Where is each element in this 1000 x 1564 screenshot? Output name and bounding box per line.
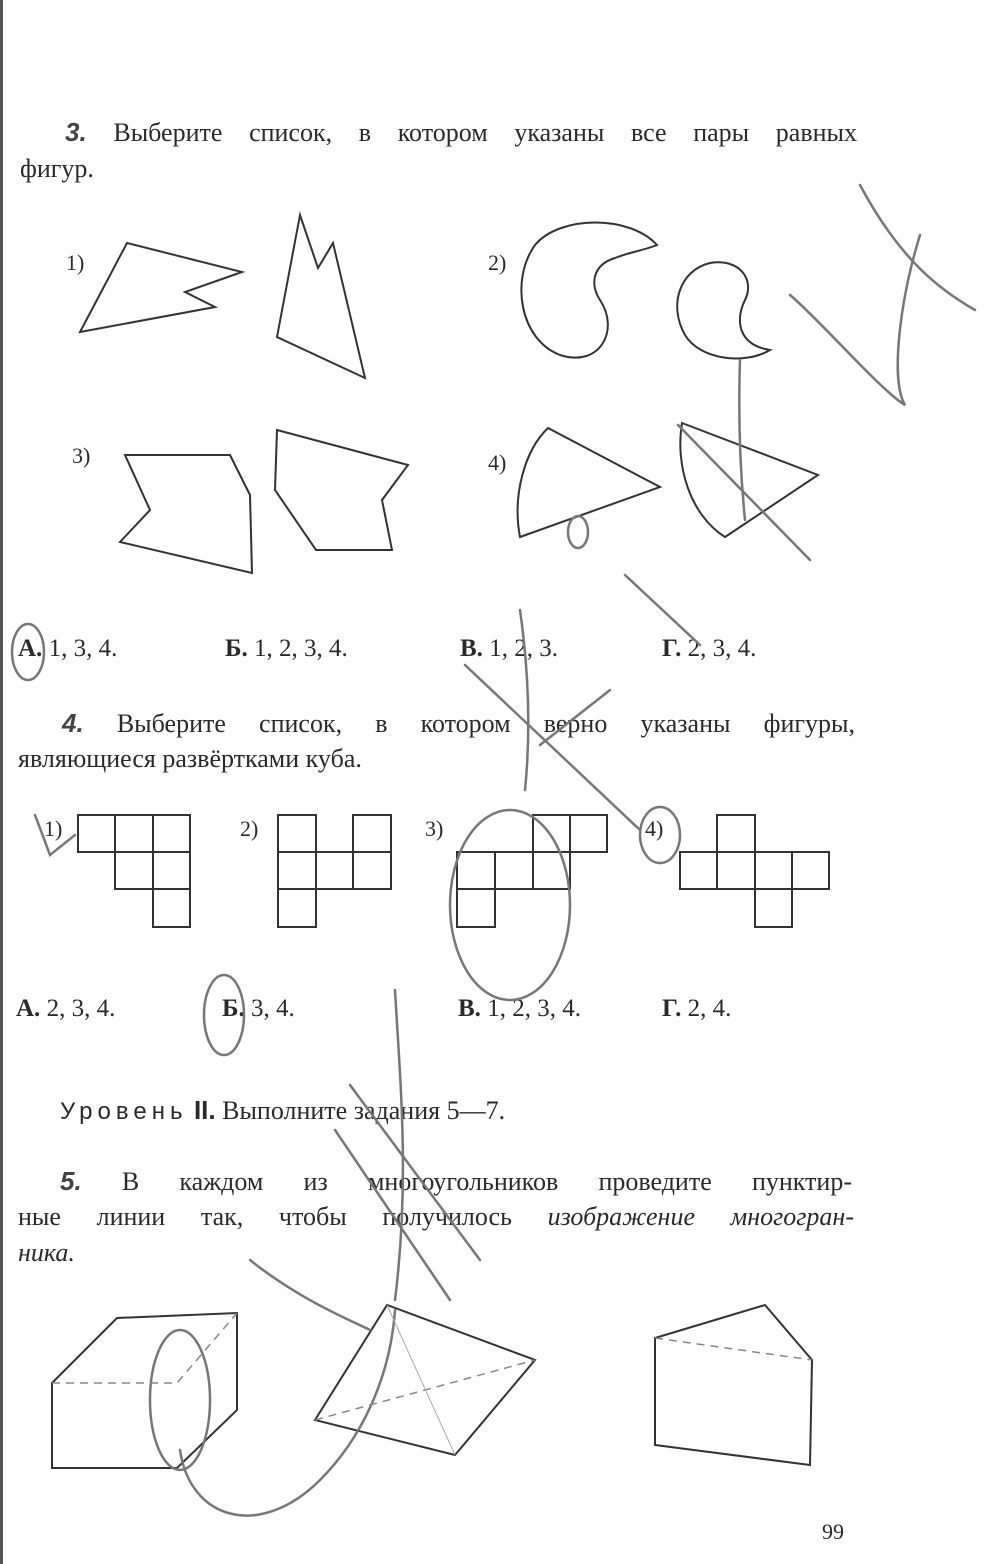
t3-fig1-left: [80, 243, 242, 332]
task4-text: Выберите список, в котором верно указаны фигуры,: [116, 709, 855, 738]
option-value: 2, 3, 4.: [46, 995, 116, 1022]
t3-fig3-left: [120, 455, 252, 573]
task5-text: В каждом из многоугольников проведите пунктир-: [121, 1167, 852, 1196]
task3-fig-label-4: 4): [488, 450, 507, 475]
task5-number: 5.: [60, 1166, 82, 1196]
task4-fig-label-1: 1): [44, 816, 63, 841]
level-text: Выполните задания 5—7.: [222, 1096, 506, 1125]
option-letter: Г.: [662, 995, 682, 1022]
task3-fig-label-2: 2): [488, 250, 507, 275]
task3-fig-label-1: 1): [66, 250, 85, 275]
option-value: 1, 2, 3, 4.: [487, 995, 581, 1022]
task5-text-plain: ные линии так, чтобы получилось: [18, 1202, 512, 1231]
t3-fig2-right: [677, 262, 770, 358]
t4-net-1: [78, 815, 190, 927]
task3-text-line2: фигур.: [20, 154, 94, 183]
level-label: Уровень: [60, 1098, 188, 1125]
task3-text: Выберите список, в котором указаны все пары равных: [113, 118, 857, 147]
t4-net-3: [457, 815, 607, 927]
option-letter: А.: [18, 635, 43, 662]
t3-fig1-right: [277, 215, 365, 378]
t5-quadrilateral: [315, 1305, 535, 1455]
t3-fig4-left: [518, 428, 660, 537]
option-letter: А.: [16, 995, 41, 1022]
task5-text-italic: изображение многогран-: [547, 1202, 854, 1231]
option-value: 3, 4.: [251, 995, 295, 1022]
task4-fig-label-2: 2): [240, 816, 259, 841]
level-roman: II.: [193, 1095, 216, 1125]
t4-net-2: [278, 815, 391, 927]
option-letter: Г.: [662, 635, 682, 662]
t3-fig4-right: [680, 423, 818, 537]
option-letter: В.: [460, 635, 483, 662]
task3-fig-label-3: 3): [72, 443, 91, 468]
option-letter: Б.: [225, 635, 248, 662]
task5-text-line3: ника.: [18, 1238, 75, 1267]
option-value: 2, 4.: [687, 995, 732, 1022]
t3-fig3-right: [275, 430, 408, 550]
option-value: 2, 3, 4.: [687, 635, 757, 662]
option-letter: Б.: [222, 995, 245, 1022]
task4-text-line2: являющиеся развёртками куба.: [18, 744, 362, 773]
task4-fig-label-3: 3): [425, 816, 444, 841]
t5-pentagon: [655, 1305, 812, 1465]
t4-net-4: [680, 815, 829, 927]
task4-number: 4.: [62, 708, 84, 738]
page-number: 99: [822, 1519, 844, 1544]
option-letter: В.: [458, 995, 481, 1022]
task4-fig-label-4: 4): [645, 816, 664, 841]
option-value: 1, 3, 4.: [48, 635, 118, 662]
t3-fig2-left: [521, 223, 657, 358]
task3-number: 3.: [65, 117, 87, 147]
option-value: 1, 2, 3.: [489, 635, 558, 662]
option-value: 1, 2, 3, 4.: [254, 635, 348, 662]
